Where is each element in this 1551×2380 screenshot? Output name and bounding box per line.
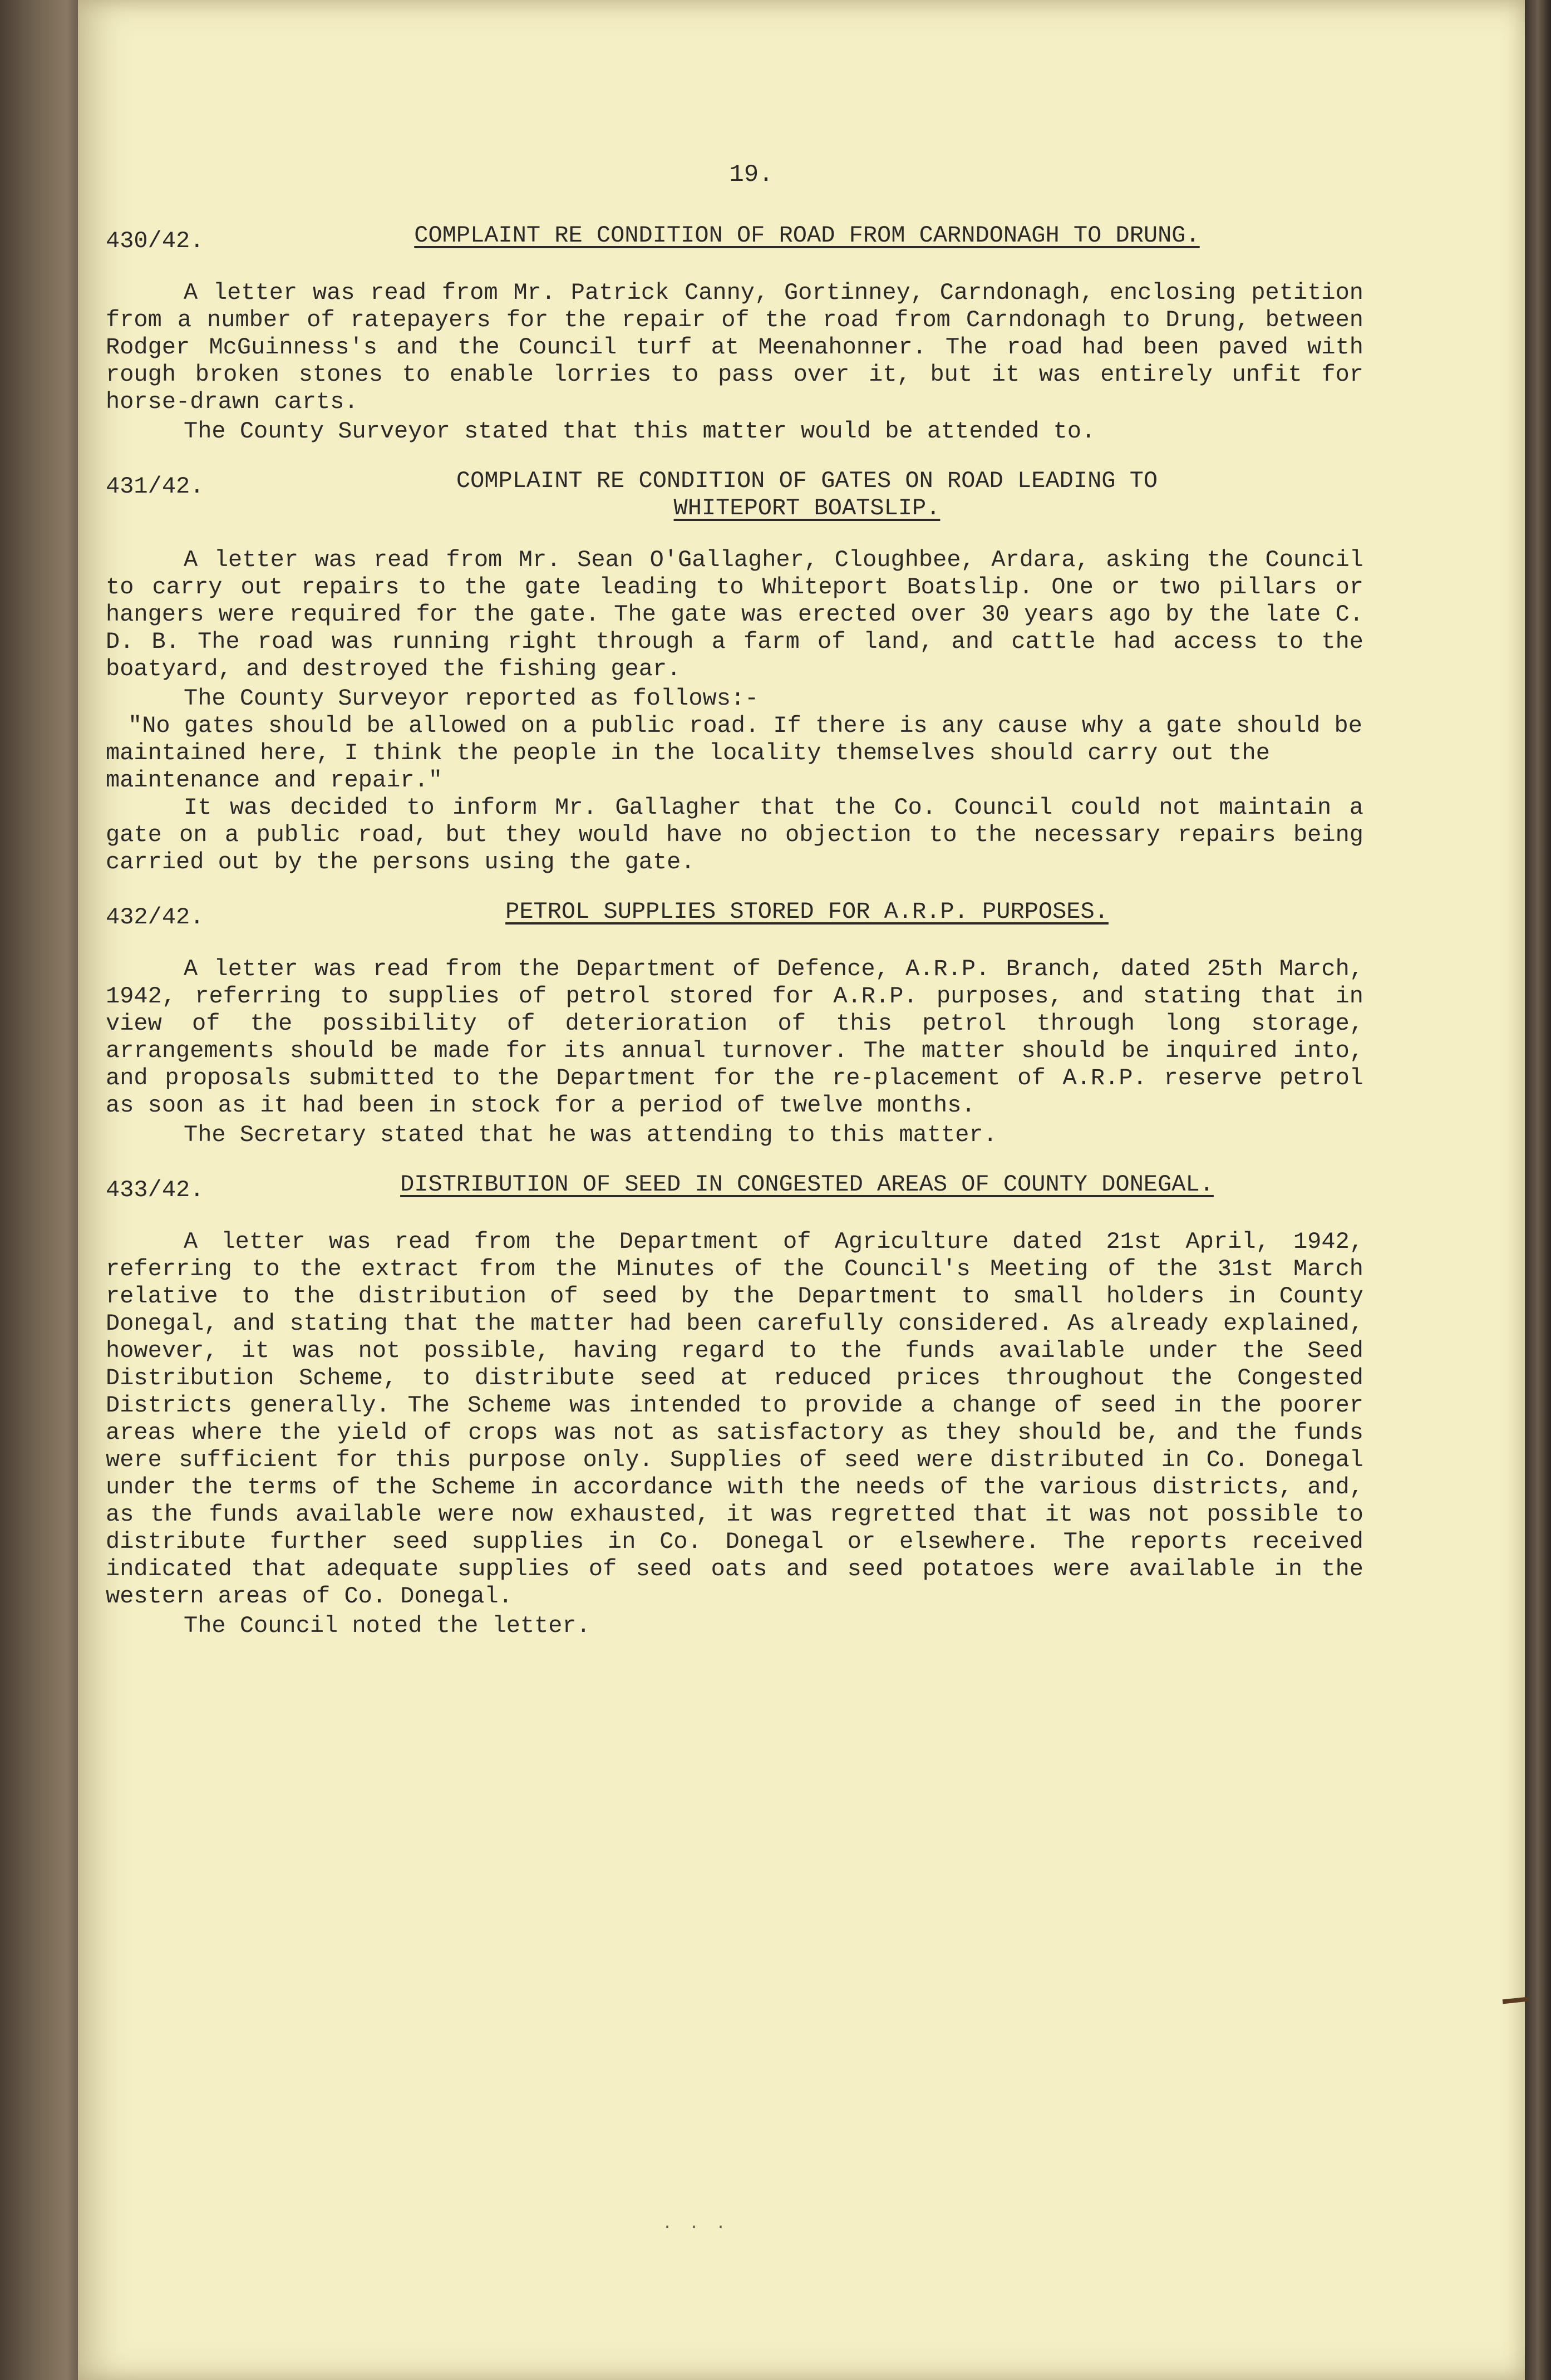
minute-title-line: PETROL SUPPLIES STORED FOR A.R.P. PURPOSES. <box>505 898 1109 925</box>
minute-title <box>295 898 1363 926</box>
minute-paragraph: The County Surveyor reported as follows:- <box>184 685 759 712</box>
minute-heading <box>106 222 1363 255</box>
book-binding <box>0 0 83 2380</box>
minute-paragraph: It was decided to inform Mr. Gallagher that the Co. Council could not maintain a gate on a public road, but they would have no objection to the necessary repairs being carried out by the persons using the gate. <box>106 794 1363 876</box>
minute-number: 433/42. <box>106 1177 204 1203</box>
minute-433 <box>106 1171 1363 1640</box>
minute-title <box>295 468 1363 522</box>
minute-number: 431/42. <box>106 473 204 500</box>
minute-paragraph: A letter was read from the Department of Defence, A.R.P. Branch, dated 25th March, 1942, referring to supplies of petrol stored for A.R.P. purposes, and stating that in view of the possibility of deterioration of this petrol through long storage, arrangements should be made for its annual turnover. The matter should be inquired into, and proposals submitted to the Department for the re-placement of A.R.P. reserve petrol as soon as it had been in stock for a period of twelve months. <box>106 956 1363 1119</box>
page-speckle: · · · <box>662 2218 730 2237</box>
minute-paragraph: A letter was read from Mr. Patrick Canny, Gortinney, Carndonagh, enclosing petition from a number of ratepayers for the repair of the road from Carndonagh to Drung, between Rodger McGuinness's and the Council turf at Meenahonner. The road had been paved with rough broken stones to enable lorries to pass over it, but it was entirely unfit for horse-drawn carts. <box>106 279 1363 415</box>
minute-number: 430/42. <box>106 228 204 254</box>
minute-title-line2 <box>295 495 1319 522</box>
book-edge <box>1525 0 1551 2380</box>
minute-paragraph: The Council noted the letter. <box>184 1612 590 1639</box>
minute-quote: "No gates should be allowed on a public road. If there is any cause why a gate should be maintained here, I think the people in the locality themselves should carry out the maintenance and repair." <box>106 712 1362 794</box>
minute-title-line: WHITEPORT BOATSLIP. <box>673 495 941 522</box>
minute-heading <box>106 898 1363 931</box>
minute-title <box>295 1171 1363 1198</box>
minute-432 <box>106 898 1363 1149</box>
minute-paragraph: The Secretary stated that he was attending to this matter. <box>184 1122 997 1148</box>
minute-430 <box>106 222 1363 445</box>
page-number: 19. <box>729 161 774 189</box>
minute-paragraph: The County Surveyor stated that this matter would be attended to. <box>184 418 1096 445</box>
minute-title-line: COMPLAINT RE CONDITION OF ROAD FROM CARNDONAGH TO DRUNG. <box>414 222 1200 249</box>
minute-paragraph: A letter was read from the Department of Agriculture dated 21st April, 1942, referring to the extract from the Minutes of the Council's Meeting of the 31st March relative to the distribution of seed by the Department to small holders in County Donegal, and stating that the matter had been carefully considered. As already explained, however, it was not possible, having regard to the funds available under the Seed Distribution Scheme, to distribute seed at reduced prices throughout the Congested Districts generally. The Scheme was intended to provide a change of seed in the poorer areas where the yield of crops was not as satisfactory as they should be, and the funds were sufficient for this purpose only. Supplies of seed were distributed in Co. Donegal under the terms of the Scheme in accordance with the needs of the various districts, and, as the funds available were now exhausted, it was regretted that it was not possible to distribute further seed supplies in Co. Donegal or elsewhere. The reports received indicated that adequate supplies of seed oats and seed potatoes were available in the western areas of Co. Donegal. <box>106 1228 1363 1610</box>
minute-431 <box>106 468 1363 876</box>
minute-title-line: DISTRIBUTION OF SEED IN CONGESTED AREAS OF COUNTY DONEGAL. <box>400 1171 1214 1198</box>
minutes-content <box>106 161 1363 1662</box>
minute-heading <box>106 468 1363 522</box>
minute-paragraph: A letter was read from Mr. Sean O'Gallagher, Cloughbee, Ardara, asking the Council to carry out repairs to the gate leading to Whiteport Boatslip. One or two pillars or hangers were required for the gate. The gate was erected over 30 years ago by the late C. D. B. The road was running right through a farm of land, and cattle had access to the boatyard, and destroyed the fishing gear. <box>106 547 1363 682</box>
minute-title-line: COMPLAINT RE CONDITION OF GATES ON ROAD LEADING TO <box>456 468 1158 494</box>
minute-title <box>295 222 1363 249</box>
minute-heading <box>106 1171 1363 1204</box>
minute-number: 432/42. <box>106 904 204 931</box>
